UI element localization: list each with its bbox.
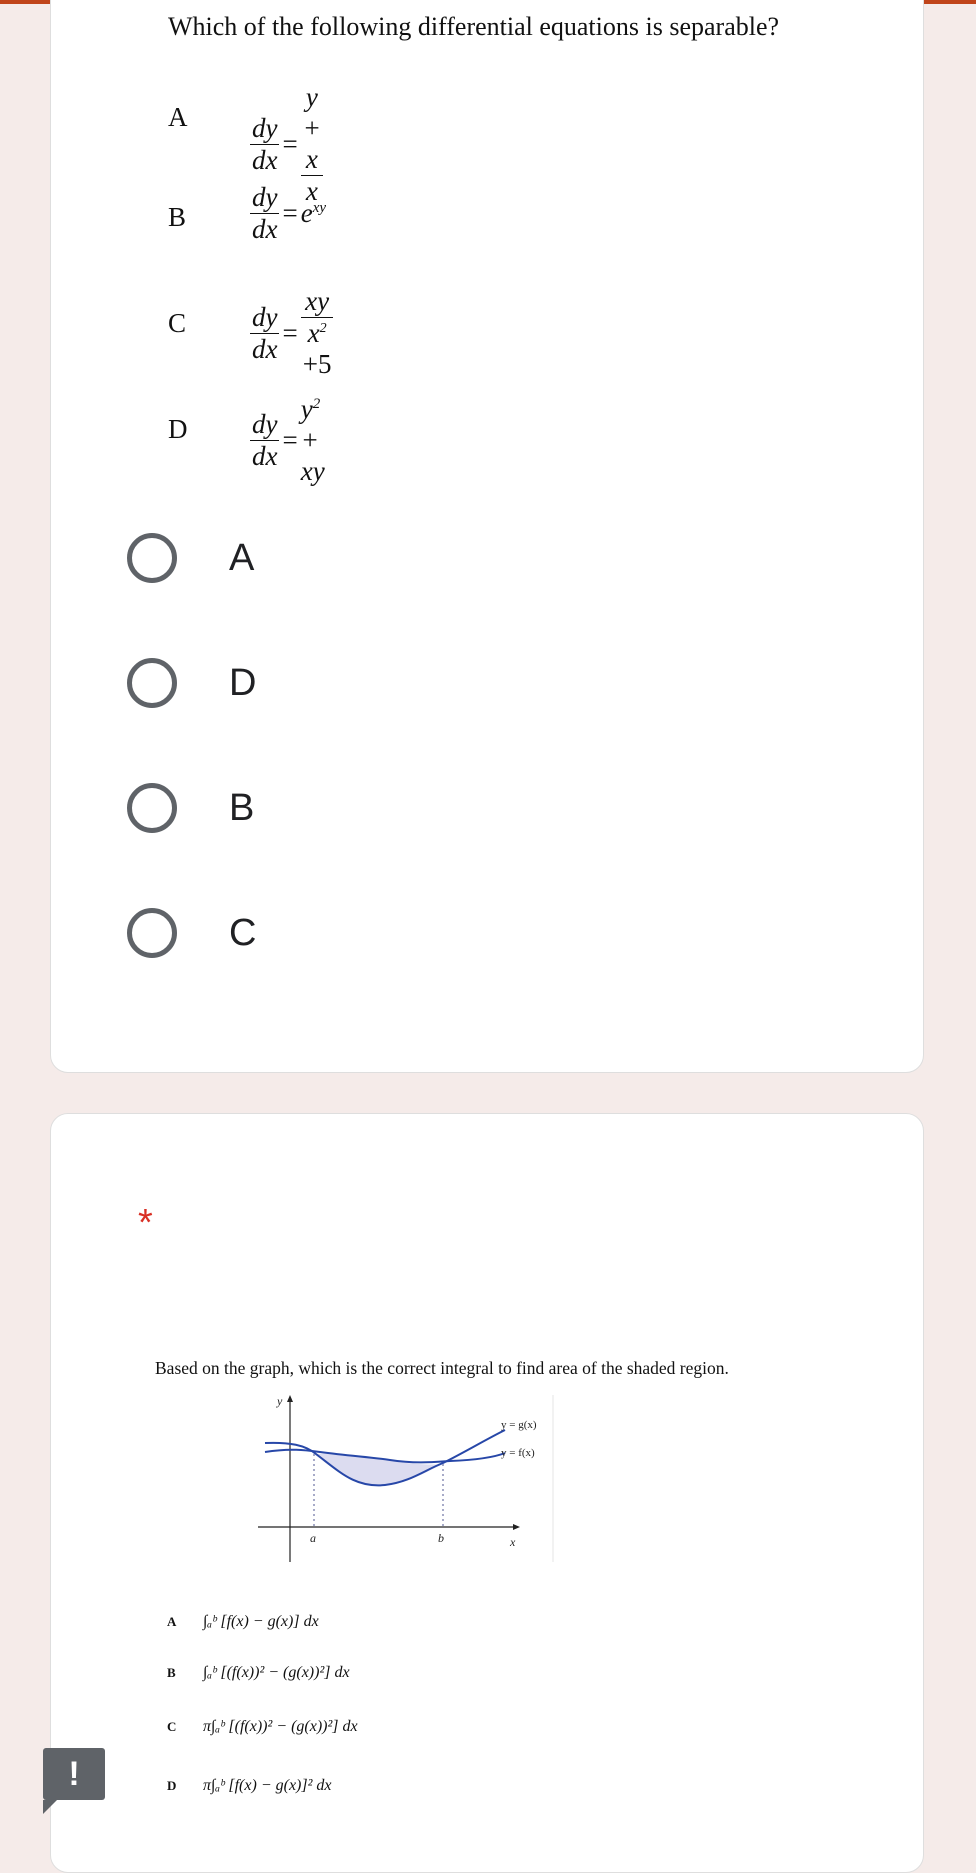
equation-c: [250, 286, 333, 380]
choice-letter: B: [167, 1665, 176, 1680]
choice-letter: C: [168, 308, 187, 338]
radio-option-c[interactable]: [127, 908, 527, 968]
lhs-numerator: dy: [252, 409, 278, 439]
integral-expression: π∫ₐᵇ [f(x) − g(x)]² dx: [203, 1777, 332, 1794]
rhs-den-base: x: [307, 318, 320, 348]
radio-button[interactable]: [127, 658, 177, 708]
required-asterisk: *: [138, 1202, 153, 1244]
a-label: a: [310, 1531, 316, 1545]
radio-button[interactable]: [127, 533, 177, 583]
rhs-numerator: y + x: [302, 82, 321, 174]
equation-d: [250, 394, 325, 487]
choice-letter: D: [168, 414, 188, 444]
integral-choice-c: [167, 1718, 358, 1736]
integral-expression: π∫ₐᵇ [(f(x))² − (g(x))²] dx: [203, 1718, 358, 1735]
rhs-numerator: xy: [305, 286, 330, 316]
rhs-base: e: [300, 198, 313, 228]
integral-expression: ∫ₐᵇ [f(x) − g(x)] dx: [203, 1613, 319, 1630]
y-axis-arrow: [287, 1395, 293, 1402]
question-1-text: Which of the following differential equations is separable?: [168, 12, 780, 41]
rhs-exponent: 2: [312, 396, 321, 412]
integral-choice-a: [167, 1613, 319, 1631]
b-label: b: [438, 1531, 444, 1545]
equals-sign: =: [282, 317, 298, 348]
radio-button[interactable]: [127, 908, 177, 958]
equals-sign: =: [282, 198, 298, 228]
radio-option-label: D: [229, 662, 257, 704]
y-axis-label: y: [277, 1394, 283, 1408]
radio-button[interactable]: [127, 783, 177, 833]
radio-option-b[interactable]: [127, 783, 527, 843]
equals-sign: =: [282, 129, 298, 159]
radio-option-a[interactable]: [127, 533, 527, 593]
rhs-denominator: x: [301, 175, 323, 207]
choice-letter: B: [168, 202, 187, 232]
radio-option-label: C: [229, 912, 257, 954]
radio-option-label: A: [229, 537, 255, 579]
equals-sign: =: [282, 425, 298, 455]
rhs-den-exponent: 2: [319, 321, 327, 336]
x-axis-label: x: [510, 1535, 516, 1549]
rhs-den-tail: +5: [302, 349, 332, 379]
rhs-tail: + xy: [300, 425, 325, 486]
choice-letter: C: [167, 1719, 177, 1734]
lhs-numerator: dy: [252, 113, 278, 143]
question-2-text: Based on the graph, which is the correct integral to find area of the shaded region.: [155, 1358, 729, 1378]
radio-option-label: B: [229, 787, 255, 829]
lhs-denominator: dx: [252, 214, 278, 244]
choice-letter: A: [167, 1614, 177, 1629]
x-axis-arrow: [513, 1524, 520, 1530]
lhs-denominator: dx: [252, 441, 278, 471]
choice-letter: A: [168, 102, 188, 132]
alert-feedback-icon[interactable]: !: [43, 1748, 105, 1800]
equation-b: [250, 182, 326, 245]
rhs-base: y: [300, 394, 313, 424]
choice-letter: D: [167, 1778, 177, 1793]
integral-choice-d: [167, 1777, 332, 1795]
radio-option-d[interactable]: [127, 658, 527, 718]
integral-expression: ∫ₐᵇ [(f(x))² − (g(x))²] dx: [203, 1664, 350, 1681]
lhs-numerator: dy: [252, 301, 278, 332]
g-curve-label: y = g(x): [501, 1419, 537, 1431]
lhs-denominator: dx: [252, 333, 278, 364]
integral-choice-b: [167, 1664, 350, 1682]
rhs-denominator: [301, 317, 334, 380]
area-between-curves-graph: [250, 1390, 555, 1565]
lhs-denominator: dx: [252, 145, 278, 175]
f-curve-label: y = f(x): [501, 1447, 535, 1459]
lhs-numerator: dy: [252, 182, 278, 212]
rhs-exponent: xy: [312, 200, 327, 216]
